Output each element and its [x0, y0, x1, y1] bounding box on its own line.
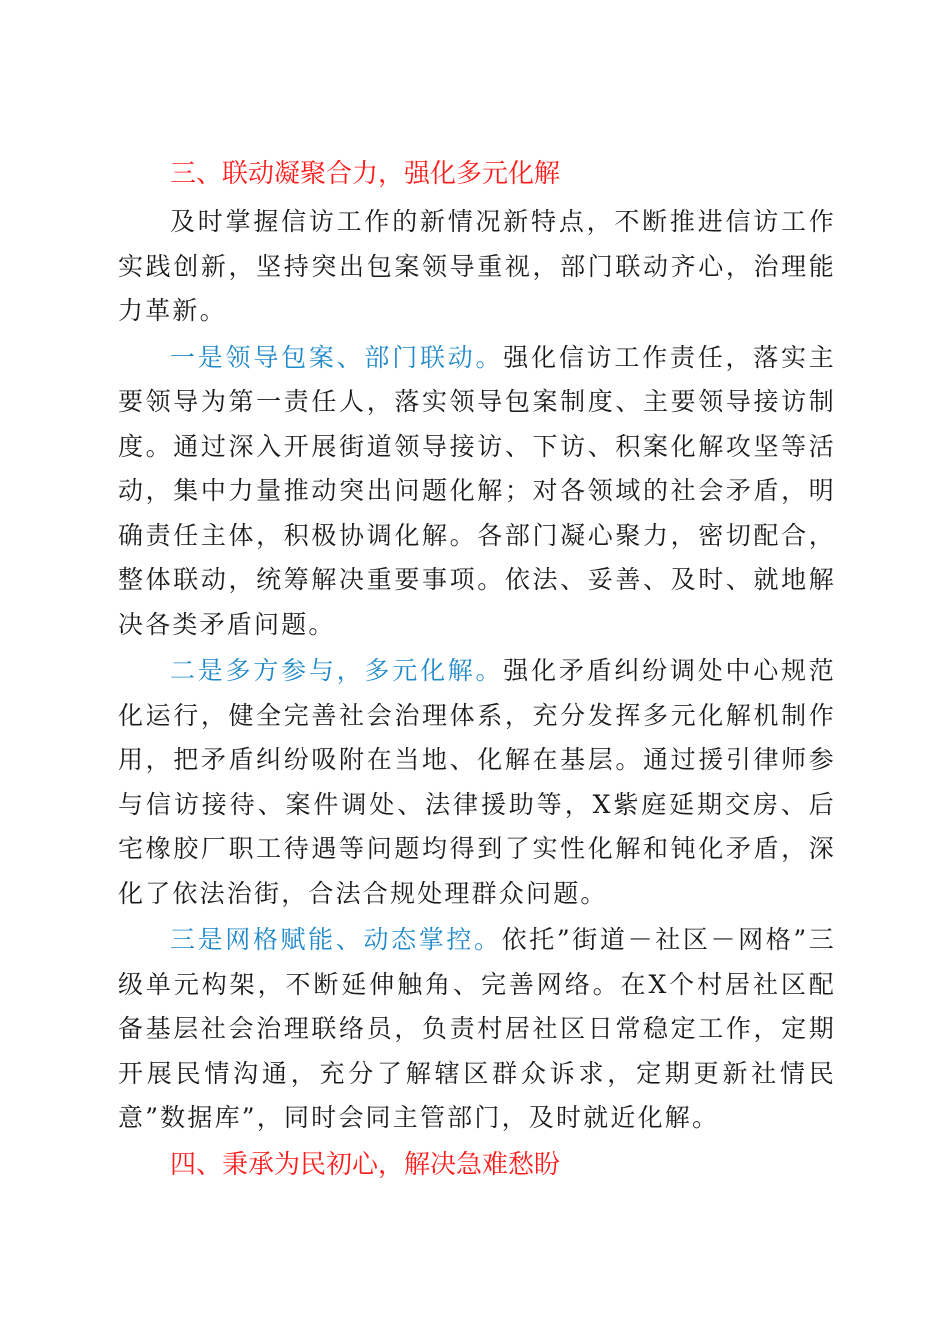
item-paragraph-3: [118, 918, 836, 1141]
item-body-2: 强化矛盾纠纷调处中心规范化运行，健全完善社会治理体系，充分发挥多元化解机制作用，把矛盾纠纷吸附在当地、化解在基层。通过援引律师参与信访接待、案件调处、法律援助等，X紫庭延期交房、后宅橡胶厂职工待遇等问题均得到了实性化解和钝化矛盾，深化了依法治街，合法合规处理群众问题。: [118, 656, 837, 908]
item-body-1: 强化信访工作责任，落实主要领导为第一责任人，落实领导包案制度、主要领导接访制度。通过深入开展街道领导接访、下访、积案化解攻坚等活动，集中力量推动突出问题化解；对各领域的社会矛盾，明确责任主体，积极协调化解。各部门凝心聚力，密切配合，整体联动，统筹解决重要事项。依法、妥善、及时、就地解决各类矛盾问题。: [118, 342, 837, 639]
section-intro-paragraph: 及时掌握信访工作的新情况新特点，不断推进信访工作实践创新，坚持突出包案领导重视，部门联动齐心，治理能力革新。: [118, 207, 836, 325]
item-paragraph-2: [118, 649, 836, 916]
document-page: [118, 150, 836, 1187]
item-lead-3: 三是网格赋能、动态掌控。: [170, 925, 502, 954]
section-heading-4: 四、秉承为民初心，解决急难愁盼: [170, 1149, 561, 1180]
item-lead-2: 二是多方参与，多元化解。: [170, 656, 504, 685]
item-body-3: 依托”街道－社区－网格”三级单元构架，不断延伸触角、完善网络。在X个村居社区配备基层社会治理联络员，负责村居社区日常稳定工作，定期开展民情沟通，充分了解辖区群众诉求，定期更新社情民意”数据库”，同时会同主管部门，及时就近化解。: [118, 925, 836, 1132]
section-heading-3: 三、联动凝聚合力，强化多元化解: [170, 159, 561, 189]
item-paragraph-1: [118, 336, 836, 648]
item-lead-1: 一是领导包案、部门联动。: [170, 342, 504, 372]
